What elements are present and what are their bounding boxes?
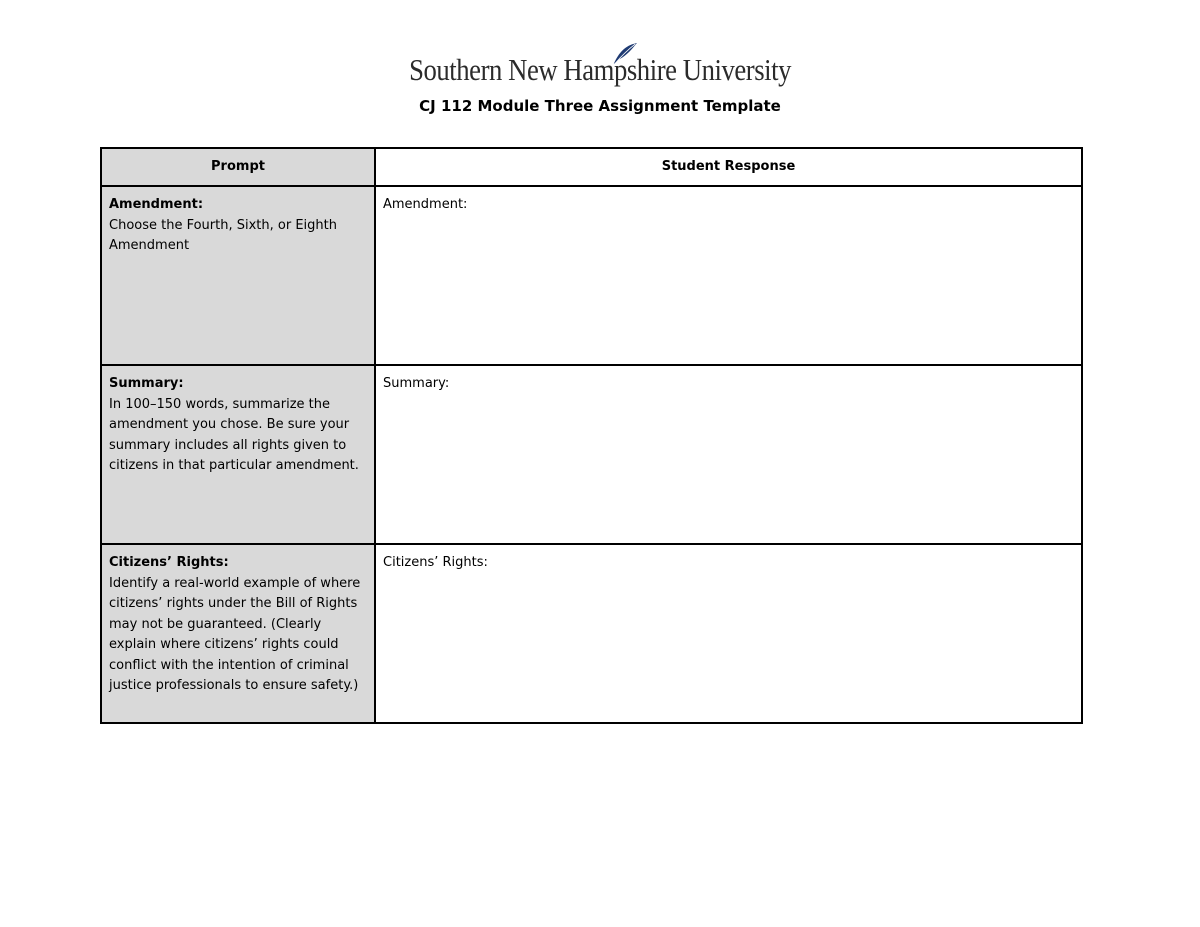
- prompt-label: Summary:: [109, 376, 184, 391]
- quill-leaf-icon: [612, 42, 638, 66]
- response-text: Citizens’ Rights:: [383, 555, 488, 570]
- prompt-text: Identify a real-world example of where citizens’ rights under the Bill of Rights may not be guaranteed. (Clearly explain where citizens’ rights could conflict with the intention of criminal justice professionals to ensure safety.): [109, 575, 361, 693]
- assignment-table: [100, 147, 1083, 724]
- prompt-cell: [101, 186, 375, 365]
- page-header: [0, 50, 1200, 116]
- response-text: Summary:: [383, 376, 450, 391]
- response-text: Amendment:: [383, 197, 468, 212]
- table-row: [101, 365, 1082, 544]
- prompt-cell: [101, 365, 375, 544]
- prompt-column-header: Prompt: [101, 148, 375, 186]
- university-logo: [409, 50, 791, 90]
- prompt-cell: [101, 544, 375, 723]
- table-header-row: [101, 148, 1082, 186]
- response-cell[interactable]: [375, 186, 1082, 365]
- university-logo-text: Southern New Hampshire University: [409, 52, 791, 87]
- prompt-text: Choose the Fourth, Sixth, or Eighth Amendment: [109, 217, 337, 253]
- table-row: [101, 186, 1082, 365]
- response-cell[interactable]: [375, 365, 1082, 544]
- prompt-label: Citizens’ Rights:: [109, 555, 229, 570]
- prompt-label: Amendment:: [109, 197, 204, 212]
- document-title: CJ 112 Module Three Assignment Template: [419, 97, 781, 115]
- table-row: [101, 544, 1082, 723]
- response-cell[interactable]: [375, 544, 1082, 723]
- response-column-header: Student Response: [375, 148, 1082, 186]
- prompt-text: In 100–150 words, summarize the amendment you chose. Be sure your summary includes all rights given to citizens in that particular amendment.: [109, 396, 359, 473]
